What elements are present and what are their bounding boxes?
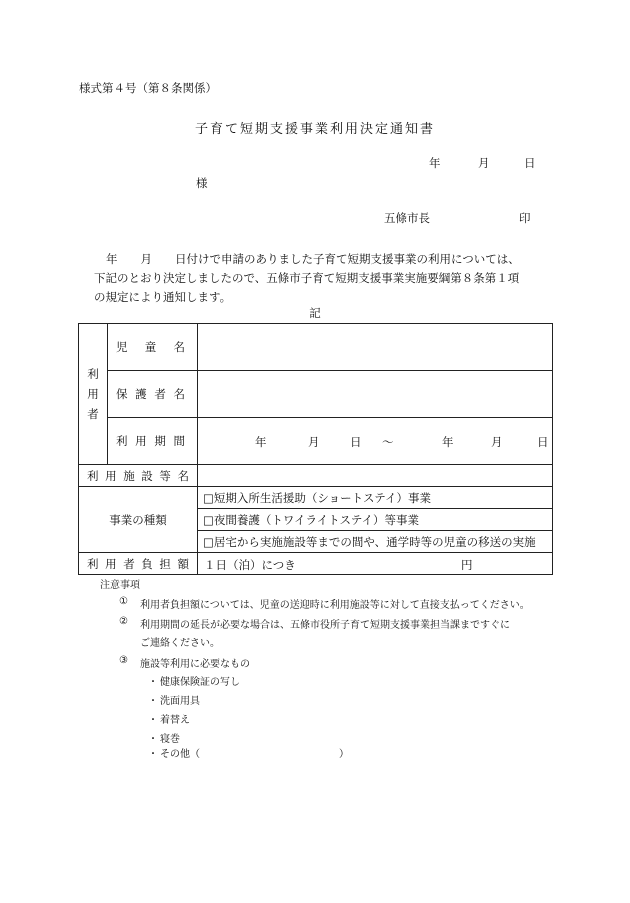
bullet-3: ・ xyxy=(148,715,158,726)
note-1-number: ① xyxy=(119,596,128,607)
bullet-2: ・ xyxy=(148,696,158,707)
guardian-name-field[interactable] xyxy=(198,371,553,418)
form-number: 様式第４号（第８条関係） xyxy=(79,81,217,95)
item-toiletries: 洗面用具 xyxy=(160,696,200,707)
facility-field[interactable] xyxy=(198,465,553,487)
note-2-text-line1: 利用期間の延長が必要な場合は、五條市役所子育て短期支援事業担当課まですぐに xyxy=(140,620,510,631)
service-option-transport[interactable]: □居宅から実施施設等までの間や、通学時等の児童の移送の実施 xyxy=(198,531,553,553)
period-month2: 月 xyxy=(491,435,503,449)
period-tilde: ～ xyxy=(382,435,394,449)
service-type-label: 事業の種類 xyxy=(79,487,198,553)
child-name-label: 児 童 名 xyxy=(108,324,198,371)
period-month1: 月 xyxy=(308,435,320,449)
item-other-close: ） xyxy=(339,749,349,760)
notes-heading: 注意事項 xyxy=(100,580,140,591)
body-line-1: 年 月 日付けで申請のありました子育て短期支援事業の利用については、 xyxy=(106,252,520,266)
notice-body xyxy=(94,250,520,307)
seal-mark: 印 xyxy=(519,211,531,225)
issuer-name: 五條市長 xyxy=(384,211,430,225)
period-label: 利 用 期 間 xyxy=(108,418,198,465)
date-month-label: 月 xyxy=(478,156,490,170)
fee-per-day: １日（泊）につき xyxy=(204,557,296,572)
addressee-suffix: 様 xyxy=(196,176,208,190)
user-group-label: 利 用 者 xyxy=(79,324,108,465)
bullet-5: ・ xyxy=(148,749,158,760)
body-line-2: 下記のとおり決定しましたので、五條市子育て短期支援事業実施要綱第８条第１項 xyxy=(94,271,520,285)
period-year1: 年 xyxy=(255,435,267,449)
item-other: その他（ xyxy=(160,749,200,760)
date-day-label: 日 xyxy=(524,156,536,170)
note-3-number: ③ xyxy=(119,655,128,666)
note-2-number: ② xyxy=(119,616,128,627)
bullet-4: ・ xyxy=(148,734,158,745)
item-sleepwear: 寝巻 xyxy=(160,734,180,745)
note-1-text: 利用者負担額については、児童の送迎時に利用施設等に対して直接支払ってください。 xyxy=(140,600,530,611)
period-field[interactable] xyxy=(198,418,553,465)
decision-table xyxy=(78,323,553,575)
period-year2: 年 xyxy=(442,435,454,449)
fee-label: 利 用 者 負 担 額 xyxy=(79,553,198,575)
service-option-shortstay[interactable]: □短期入所生活援助（ショートステイ）事業 xyxy=(198,487,553,509)
item-health-insurance: 健康保険証の写し xyxy=(160,677,240,688)
bullet-1: ・ xyxy=(148,677,158,688)
period-day2: 日 xyxy=(537,435,549,449)
period-day1: 日 xyxy=(350,435,362,449)
note-2-text-line2: ご連絡ください。 xyxy=(140,638,220,649)
facility-label: 利 用 施 設 等 名 xyxy=(79,465,198,487)
document-title: 子育て短期支援事業利用決定通知書 xyxy=(194,122,435,137)
service-option-twilight[interactable]: □夜間養護（トワイライトステイ）等事業 xyxy=(198,509,553,531)
item-change-of-clothes: 着替え xyxy=(160,715,190,726)
ki-heading: 記 xyxy=(309,306,321,320)
child-name-field[interactable] xyxy=(198,324,553,371)
guardian-name-label: 保 護 者 名 xyxy=(108,371,198,418)
date-year-label: 年 xyxy=(429,156,441,170)
fee-unit: 円 xyxy=(461,557,473,572)
body-line-3: の規定により通知します。 xyxy=(94,290,232,304)
note-3-text: 施設等利用に必要なもの xyxy=(140,659,250,670)
fee-field[interactable] xyxy=(198,553,553,575)
